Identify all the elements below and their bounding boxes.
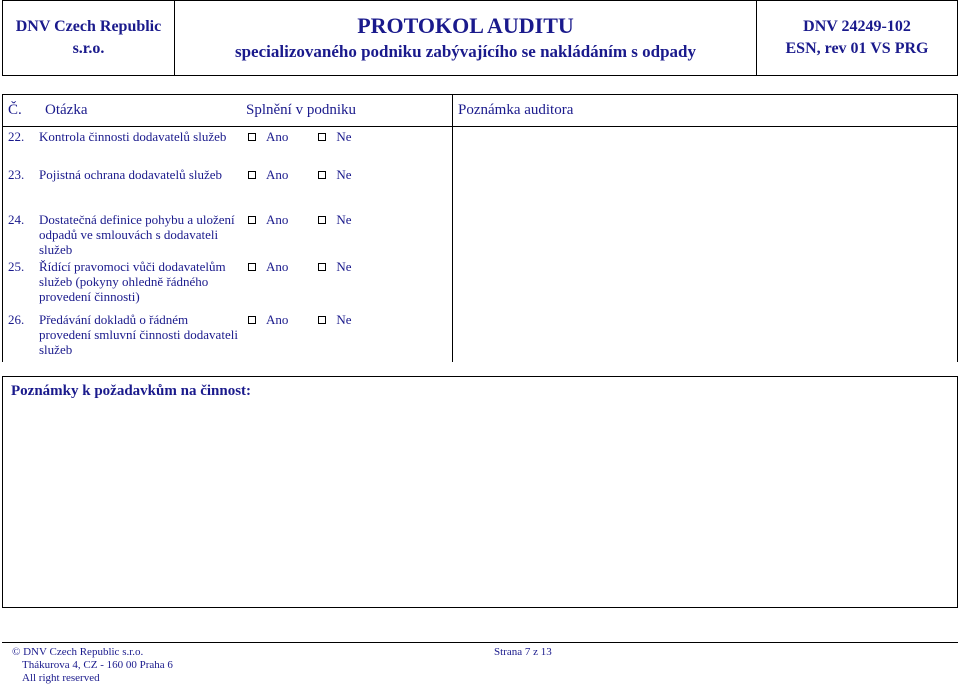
option-no-label: Ne (336, 312, 352, 327)
table-divider (452, 95, 453, 362)
option-yes-label: Ano (266, 259, 289, 274)
column-header-question: Otázka (45, 102, 88, 118)
document-revision: ESN, rev 01 VS PRG (785, 40, 929, 57)
checkbox-icon[interactable] (318, 263, 326, 271)
row-question: Pojistná ochrana dodavatelů služeb (39, 167, 223, 182)
company-block (3, 1, 175, 75)
checkbox-icon[interactable] (318, 216, 326, 224)
option-yes[interactable] (248, 129, 288, 144)
option-no-label: Ne (336, 259, 352, 274)
footer-divider (2, 642, 958, 643)
column-header-number: Č. (8, 102, 22, 118)
checkbox-icon[interactable] (318, 316, 326, 324)
option-yes[interactable] (248, 212, 288, 227)
row-compliance (240, 257, 452, 310)
title-block (175, 1, 757, 75)
table-header-row (2, 95, 958, 127)
footer (12, 646, 173, 685)
table-border-left (2, 95, 3, 362)
row-number: 22. (8, 129, 25, 144)
row-number: 26. (8, 312, 25, 327)
row-auditor-note[interactable] (452, 257, 958, 310)
company-suffix: s.r.o. (72, 40, 105, 57)
option-no-label: Ne (336, 129, 352, 144)
row-compliance (240, 127, 452, 162)
column-header-compliance: Splnění v podniku (246, 102, 357, 118)
option-no-label: Ne (336, 167, 352, 182)
footer-rights: All right reserved (22, 672, 100, 684)
document-code: DNV 24249-102 (803, 18, 911, 35)
table-row (2, 162, 958, 205)
column-header-auditor-note: Poznámka auditora (458, 102, 574, 118)
notes-title: Poznámky k požadavkům na činnost: (11, 383, 252, 399)
code-block (757, 1, 957, 75)
company-name: DNV Czech Republic (15, 18, 162, 35)
option-no[interactable] (318, 312, 351, 327)
table-row (2, 127, 958, 162)
option-yes[interactable] (248, 259, 288, 274)
checkbox-icon[interactable] (318, 133, 326, 141)
option-no[interactable] (318, 167, 351, 182)
row-auditor-note[interactable] (452, 127, 958, 162)
checkbox-icon[interactable] (318, 171, 326, 179)
checkbox-icon[interactable] (248, 316, 256, 324)
notes-box[interactable] (2, 376, 958, 608)
row-number: 24. (8, 212, 25, 227)
footer-address: Thákurova 4, CZ - 160 00 Praha 6 (22, 659, 173, 671)
document-subtitle: specializovaného podniku zabývajícího se nakládáním s odpady (234, 42, 696, 61)
option-yes-label: Ano (266, 312, 289, 327)
option-yes[interactable] (248, 167, 288, 182)
row-question: Předávání dokladů o řádném provedení smluvní činnosti dodavateli služeb (39, 312, 238, 357)
row-compliance (240, 162, 452, 205)
footer-copyright: © DNV Czech Republic s.r.o. (12, 646, 144, 658)
option-no[interactable] (318, 259, 351, 274)
row-compliance (240, 310, 452, 362)
table-border-right (957, 95, 958, 362)
audit-table (2, 94, 958, 362)
checkbox-icon[interactable] (248, 263, 256, 271)
option-yes-label: Ano (266, 129, 289, 144)
checkbox-icon[interactable] (248, 133, 256, 141)
document-title: PROTOKOL AUDITU (357, 13, 574, 38)
row-auditor-note[interactable] (452, 162, 958, 205)
table-row (2, 257, 958, 310)
row-number: 25. (8, 259, 25, 274)
row-question: Řídící pravomoci vůči dodavatelům služeb (pokyny ohledně řádného provedení činnosti) (39, 259, 226, 304)
checkbox-icon[interactable] (248, 216, 256, 224)
row-auditor-note[interactable] (452, 310, 958, 362)
row-auditor-note[interactable] (452, 205, 958, 257)
option-yes-label: Ano (266, 212, 289, 227)
option-yes[interactable] (248, 312, 288, 327)
row-compliance (240, 205, 452, 257)
row-question: Kontrola činnosti dodavatelů služeb (39, 129, 227, 144)
option-no[interactable] (318, 129, 351, 144)
table-row (2, 205, 958, 257)
option-yes-label: Ano (266, 167, 289, 182)
table-row (2, 310, 958, 362)
row-number: 23. (8, 167, 25, 182)
option-no-label: Ne (336, 212, 352, 227)
checkbox-icon[interactable] (248, 171, 256, 179)
page-number: Strana 7 z 13 (494, 646, 552, 658)
document-header (2, 0, 958, 76)
row-question: Dostatečná definice pohybu a uložení odpadů ve smlouvách s dodavateli služeb (39, 212, 235, 257)
option-no[interactable] (318, 212, 351, 227)
